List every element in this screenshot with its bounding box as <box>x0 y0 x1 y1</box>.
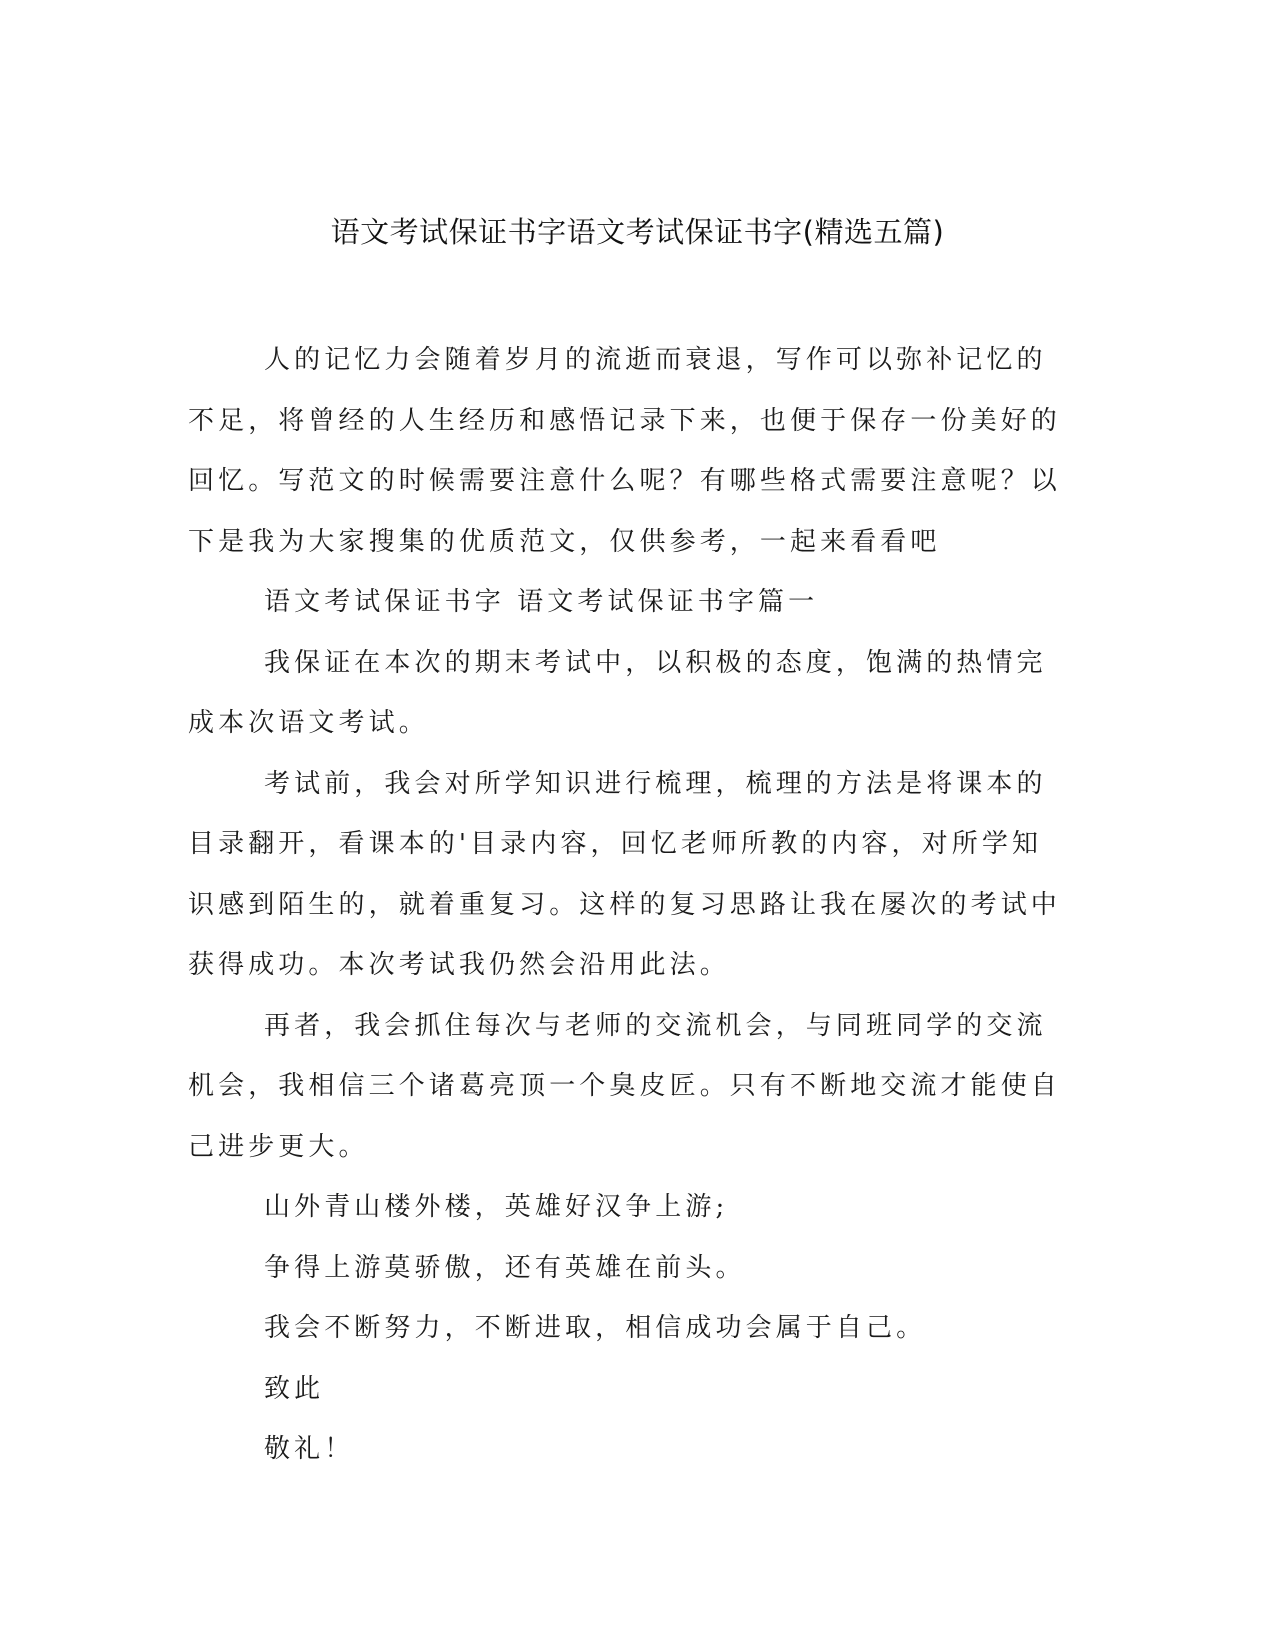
body-paragraph: 考试前，我会对所学知识进行梳理，梳理的方法是将课本的目录翻开，看课本的'目录内容，回忆老师所教的内容，对所学知识感到陌生的，就着重复习。这样的复习思路让我在屡次的考试中获得成功。本次考试我仍然会沿用此法。 <box>188 768 1061 980</box>
closing-line: 致此 <box>264 1373 325 1404</box>
poem-line: 山外青山楼外楼，英雄好汉争上游; <box>264 1192 729 1222</box>
section-heading: 语文考试保证书字 语文考试保证书字篇一 <box>264 587 819 617</box>
body-paragraph: 我保证在本次的期末考试中，以积极的态度，饱满的热情完成本次语文考试。 <box>188 647 1047 738</box>
body-paragraph: 我会不断努力，不断进取，相信成功会属于自己。 <box>264 1313 927 1343</box>
document-body <box>188 330 1068 1480</box>
salutation-line: 敬礼！ <box>264 1434 355 1464</box>
body-paragraph: 再者，我会抓住每次与老师的交流机会，与同班同学的交流机会，我相信三个诸葛亮顶一个臭皮匠。只有不断地交流才能使自己进步更大。 <box>188 1010 1061 1162</box>
document-title: 语文考试保证书字语文考试保证书字(精选五篇) <box>330 215 945 249</box>
poem-line: 争得上游莫骄傲，还有英雄在前头。 <box>264 1252 746 1283</box>
intro-paragraph: 人的记忆力会随着岁月的流逝而衰退，写作可以弥补记忆的不足，将曾经的人生经历和感悟记录下来，也便于保存一份美好的回忆。写范文的时候需要注意什么呢？有哪些格式需要注意呢？以下是我为大家搜集的优质范文，仅供参考，一起来看看吧 <box>188 345 1061 557</box>
